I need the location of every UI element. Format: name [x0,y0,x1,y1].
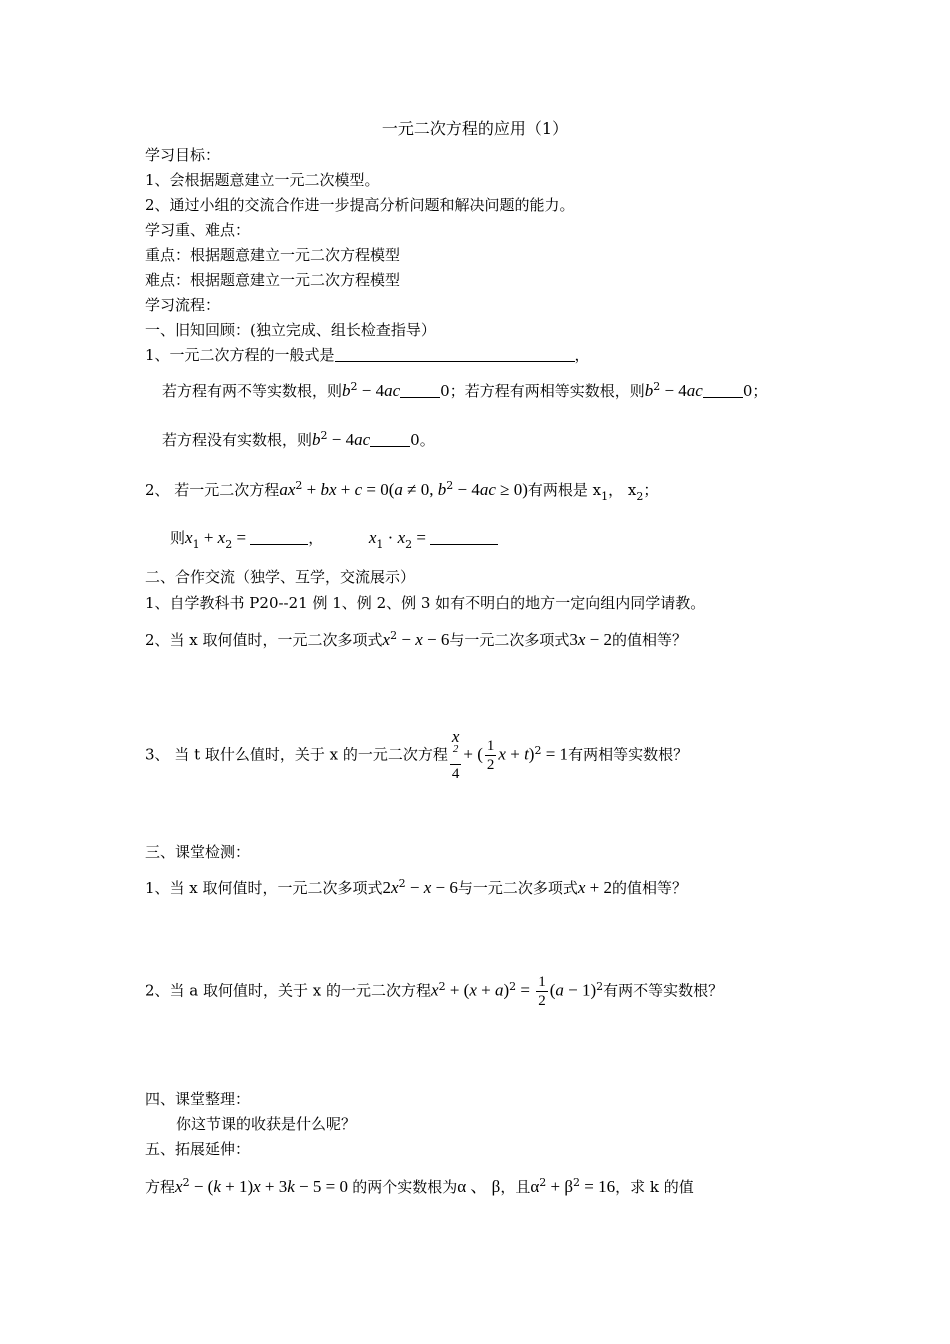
answer-blank[interactable] [430,530,498,545]
summary-text: 你这节课的收获是什么呢？ [176,1115,357,1133]
answer-blank[interactable] [250,530,308,545]
keypoints-heading: 学习重、难点： [145,221,251,239]
objective-2: 2、通过小组的交流合作进一步提高分析问题和解决问题的能力。 [145,196,575,214]
objectives-heading: 学习目标： [145,146,221,164]
objective-1: 1、会根据题意建立一元二次模型。 [145,171,380,189]
review-q1: 1、一元二次方程的一般式是 ， [145,346,590,364]
review-q2-roots: 则$x_1 + x_2$ = ， $x_1 \cdot x_2$ = [170,528,498,550]
review-heading: 一、旧知回顾：(独立完成、组长检查指导） [145,321,436,339]
answer-blank[interactable] [400,383,440,398]
answer-blank[interactable] [335,347,575,362]
cooperate-q1: 1、自学教科书 P20--21 例 1、例 2、例 3 如有不明白的地方一定向组内同学请教。 [145,594,706,612]
review-q1-line2: 若方程有两不等实数根，则$b^2 - 4ac$ 0；若方程有两相等实数根，则$b^2 - 4ac$ 0； [162,380,768,400]
check-heading: 三、课堂检测： [145,843,251,861]
key-point: 重点：根据题意建立一元二次方程模型 [145,246,401,264]
extend-question: 方程$x^2 - (k + 1)x + 3k - 5 = 0$ 的两个实数根为α 、 β，且$\alpha^2 + \beta^2 = 16$，求 k 的值 [145,1176,694,1196]
process-heading: 学习流程： [145,296,221,314]
page-title: 一元二次方程的应用（1） [381,119,569,138]
answer-blank[interactable] [370,432,410,447]
cooperate-heading: 二、合作交流（独学、互学，交流展示） [145,568,416,586]
cooperate-q3: 3、 当 t 取什么值时，关于 x 的一元二次方程 x 2 4 + ( $\frac{1}{2}$ x + t)$^2$ = 1有两相等实数根？ [145,727,689,782]
review-q1-line3: 若方程没有实数根，则$b^2 - 4ac$ 0。 [162,429,435,449]
review-q2: 2、 若一元二次方程$ax^2$ + bx + c = 0(a ≠ 0, $b^2 - 4ac \ge 0$)有两根是 $x_1$， $x_2$； [145,479,659,503]
answer-blank[interactable] [703,383,743,398]
check-q2: 2、当 a 取何值时，关于 x 的一元二次方程$x^2 + (x + a)^2$ = $\frac{1}{2}$ $(a - 1)^2$有两不等实数根？ [145,974,724,1009]
hard-point: 难点：根据题意建立一元二次方程模型 [145,271,401,289]
extend-heading: 五、拓展延伸： [145,1140,251,1158]
summary-heading: 四、课堂整理： [145,1090,251,1108]
check-q1: 1、当 x 取何值时，一元二次多项式$2x^2 - x - 6$与一元二次多项式x + 2的值相等？ [145,877,687,897]
cooperate-q2: 2、当 x 取何值时，一元二次多项式$x^2 - x - 6$与一元二次多项式3x − 2的值相等？ [145,629,687,649]
